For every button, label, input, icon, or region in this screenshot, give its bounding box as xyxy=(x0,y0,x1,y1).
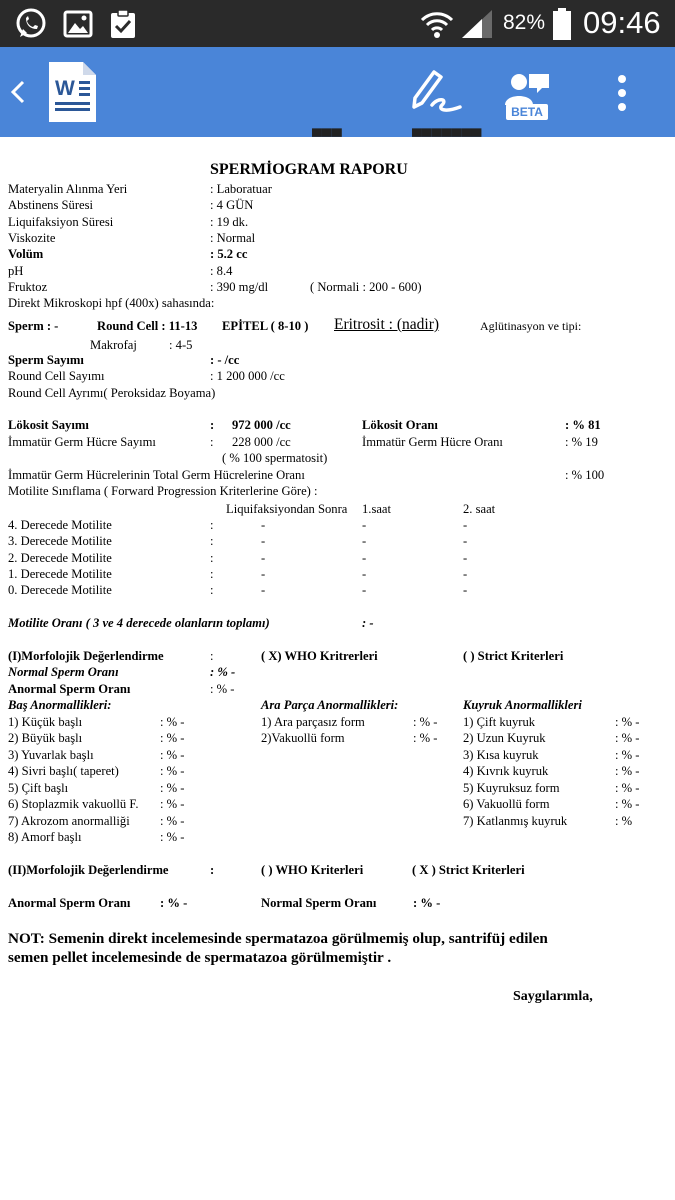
motilite-colon: : xyxy=(210,583,214,597)
bas-item-value: : % - xyxy=(160,731,185,745)
lokosit-sayimi-value: 972 000 /cc xyxy=(232,418,291,432)
fruktoz-normal-range: ( Normali : 200 - 600) xyxy=(310,280,422,294)
kuyruk-item-value: : % - xyxy=(615,764,640,778)
kuyruk-item-value: : % - xyxy=(615,797,640,811)
morf2-anormal-label: Anormal Sperm Oranı xyxy=(8,896,131,910)
wifi-icon xyxy=(420,8,454,40)
morf2-normal-value: : % - xyxy=(413,896,441,910)
motilite-label: 0. Derecede Motilite xyxy=(8,583,112,597)
round-cell-ayrimi: Round Cell Ayrımı( Peroksidaz Boyama) xyxy=(8,386,216,400)
kuyruk-item-value: : % - xyxy=(615,715,640,729)
motilite-cell: - xyxy=(362,534,367,548)
ara-item-label: 1) Ara parçasız form xyxy=(261,715,365,729)
motilite-cell: - xyxy=(261,551,266,565)
more-options-icon[interactable] xyxy=(614,73,630,113)
morf1-colon: : xyxy=(210,649,214,663)
morf2-title: (II)Morfolojik Değerlendirme xyxy=(8,863,169,877)
round-cell-result: Round Cell : 11-13 xyxy=(97,319,198,333)
bas-item-value: : % - xyxy=(160,781,185,795)
clipped-text-fragment: ▀▀▀ xyxy=(312,130,342,145)
kuyruk-header: Kuyruk Anormallikleri xyxy=(463,698,582,712)
beta-badge xyxy=(506,104,548,120)
kuyruk-item-label: 1) Çift kuyruk xyxy=(463,715,536,729)
ara-item-label: 2)Vakuollü form xyxy=(261,731,345,745)
info-label: Abstinens Süresi xyxy=(8,198,94,212)
bas-item-value: : % - xyxy=(160,748,185,762)
motilite-cell: - xyxy=(261,583,266,597)
info-label: Liquifaksiyon Süresi xyxy=(8,215,114,229)
lokosit-orani-label: Lökosit Oranı xyxy=(362,418,438,432)
direkt-mikroskopi: Direkt Mikroskopi hpf (400x) sahasında: xyxy=(8,296,215,310)
info-label: Materyalin Alınma Yeri xyxy=(8,182,128,196)
app-bar xyxy=(0,47,675,137)
bas-item-value: : % - xyxy=(160,764,185,778)
kuyruk-item-label: 7) Katlanmış kuyruk xyxy=(463,814,568,828)
sperm-result: Sperm : - xyxy=(8,319,59,333)
svg-text:W: W xyxy=(55,77,75,100)
lokosit-sayimi-label: Lökosit Sayımı xyxy=(8,418,89,432)
clock: 09:46 xyxy=(583,5,661,40)
bas-anomali-header: Baş Anormallikleri: xyxy=(8,698,112,712)
ara-item-value: : % - xyxy=(413,731,438,745)
note-line: semen pellet incelemesinde de spermatazoa görülmemiştir . xyxy=(8,949,392,966)
lokosit-orani-value: : % 81 xyxy=(565,418,601,432)
info-value: : Normal xyxy=(210,231,256,245)
kuyruk-item-label: 3) Kısa kuyruk xyxy=(463,748,539,762)
morf1-normal-label: Normal Sperm Oranı xyxy=(8,665,119,679)
motilite-label: 1. Derecede Motilite xyxy=(8,567,112,581)
morf1-title: (I)Morfolojik Değerlendirme xyxy=(8,649,164,663)
motilite-orani-value: : - xyxy=(362,616,374,630)
motilite-cell: - xyxy=(463,567,468,581)
ara-parca-header: Ara Parça Anormallikleri: xyxy=(261,698,399,712)
bas-item-label: 3) Yuvarlak başlı xyxy=(8,748,94,762)
kuyruk-item-label: 2) Uzun Kuyruk xyxy=(463,731,546,745)
morf1-normal-value: : % - xyxy=(210,665,236,679)
immatur-colon: : xyxy=(210,435,214,449)
kuyruk-item-label: 5) Kuyruksuz form xyxy=(463,781,560,795)
people-chat-icon xyxy=(502,71,552,107)
morf2-who: ( ) WHO Kriterleri xyxy=(261,863,364,877)
info-value: : Laboratuar xyxy=(210,182,272,196)
epitel-result: EPİTEL ( 8-10 ) xyxy=(222,319,309,333)
kuyruk-item-value: : % - xyxy=(615,781,640,795)
immatur-orani-value: : % 19 xyxy=(565,435,598,449)
bas-item-label: 7) Akrozom anormalliği xyxy=(8,814,130,828)
motilite-cell: - xyxy=(463,518,468,532)
eritrosit-result: Eritrosit : (nadir) xyxy=(334,316,440,333)
round-cell-sayimi-value: : 1 200 000 /cc xyxy=(210,369,285,383)
lokosit-colon: : xyxy=(210,418,215,432)
motilite-cell: - xyxy=(463,583,468,597)
motilite-cell: - xyxy=(261,518,266,532)
motilite-cell: - xyxy=(463,551,468,565)
motilite-cell: - xyxy=(261,534,266,548)
motilite-cell: - xyxy=(463,534,468,548)
bas-item-label: 2) Büyük başlı xyxy=(8,731,83,745)
motilite-siniflama: Motilite Sınıflama ( Forward Progression Kriterlerine Göre) : xyxy=(8,484,318,498)
document-view[interactable] xyxy=(0,130,675,1200)
clipboard-check-icon xyxy=(108,8,138,40)
ara-item-value: : % - xyxy=(413,715,438,729)
battery-percent: 82% xyxy=(503,11,546,34)
motilite-colon: : xyxy=(210,518,214,532)
bas-item-value: : % - xyxy=(160,830,185,844)
clipped-text-fragment: ▀▀▀▀▀▀▀ xyxy=(412,130,482,145)
info-value: : 5.2 cc xyxy=(210,247,248,261)
signature-pen-icon[interactable] xyxy=(408,69,464,117)
info-value: : 8.4 xyxy=(210,264,233,278)
motilite-cell: - xyxy=(362,583,367,597)
motilite-header: 2. saat xyxy=(463,502,496,516)
bas-item-label: 1) Küçük başlı xyxy=(8,715,83,729)
kuyruk-item-label: 6) Vakuollü form xyxy=(463,797,550,811)
motilite-cell: - xyxy=(362,567,367,581)
kuyruk-item-value: : % - xyxy=(615,748,640,762)
info-label: pH xyxy=(8,264,24,278)
motilite-label: 3. Derecede Motilite xyxy=(8,534,112,548)
info-label: Fruktoz xyxy=(8,280,48,294)
aglutinasyon-label: Aglütinasyon ve tipi: xyxy=(480,319,582,333)
sperm-sayimi-label: Sperm Sayımı xyxy=(8,353,84,367)
morf2-strict: ( X ) Strict Kriterleri xyxy=(412,863,525,877)
collaboration-beta-button[interactable] xyxy=(502,71,552,121)
saygilarimla: Saygılarımla, xyxy=(513,989,593,1004)
morf2-colon: : xyxy=(210,863,215,877)
round-cell-sayimi-label: Round Cell Sayımı xyxy=(8,369,105,383)
morf2-normal-label: Normal Sperm Oranı xyxy=(261,896,377,910)
note-line: NOT: Semenin direkt incelemesinde spermatazoa görülmemiş olup, santrifüj edilen xyxy=(8,930,548,947)
status-bar xyxy=(0,0,675,47)
morf1-strict: ( ) Strict Kriterleri xyxy=(463,649,564,663)
motilite-colon: : xyxy=(210,567,214,581)
immatur-sayimi-value: 228 000 /cc xyxy=(232,435,291,449)
bas-item-label: 8) Amorf başlı xyxy=(8,830,82,844)
immatur-orani-label: İmmatür Germ Hücre Oranı xyxy=(362,435,503,449)
morf1-who: ( X) WHO Kritrerleri xyxy=(261,649,378,663)
bas-item-value: : % - xyxy=(160,715,185,729)
info-value: : 390 mg/dl xyxy=(210,280,269,294)
motilite-cell: - xyxy=(362,518,367,532)
morf1-anormal-label: Anormal Sperm Oranı xyxy=(8,682,131,696)
morf1-anormal-value: : % - xyxy=(210,682,235,696)
kuyruk-item-value: : % xyxy=(615,814,633,828)
whatsapp-icon xyxy=(14,7,48,41)
beta-label: BETA xyxy=(511,105,543,119)
signal-icon xyxy=(460,8,494,40)
bas-item-label: 5) Çift başlı xyxy=(8,781,69,795)
back-chevron-icon[interactable] xyxy=(8,77,28,107)
immatur-total-label: İmmatür Germ Hücrelerinin Total Germ Hücrelerine Oranı xyxy=(8,468,305,482)
morf2-anormal-value: : % - xyxy=(160,896,188,910)
motilite-label: 4. Derecede Motilite xyxy=(8,518,112,532)
info-value: : 4 GÜN xyxy=(210,198,254,212)
info-label: Viskozite xyxy=(8,231,56,245)
motilite-header: 1.saat xyxy=(362,502,392,516)
motilite-header: Liquifaksiyondan Sonra xyxy=(226,502,348,516)
battery-icon xyxy=(551,7,573,41)
bas-item-value: : % - xyxy=(160,797,185,811)
motilite-colon: : xyxy=(210,534,214,548)
makrofaj-label: Makrofaj xyxy=(90,338,137,352)
kuyruk-item-label: 4) Kıvrık kuyruk xyxy=(463,764,549,778)
motilite-label: 2. Derecede Motilite xyxy=(8,551,112,565)
bas-item-value: : % - xyxy=(160,814,185,828)
gallery-icon xyxy=(63,10,93,38)
report-title: SPERMİOGRAM RAPORU xyxy=(210,161,408,178)
kuyruk-item-value: : % - xyxy=(615,731,640,745)
bas-item-label: 4) Sivri başlı( taperet) xyxy=(8,764,119,778)
bas-item-label: 6) Stoplazmik vakuollü F. xyxy=(8,797,139,811)
motilite-cell: - xyxy=(362,551,367,565)
word-document-icon[interactable] xyxy=(45,60,99,124)
immatur-sayimi-label: İmmatür Germ Hücre Sayımı xyxy=(8,435,156,449)
motilite-orani-label: Motilite Oranı ( 3 ve 4 derecede olanların toplamı) xyxy=(8,616,270,630)
motilite-colon: : xyxy=(210,551,214,565)
immatur-note: ( % 100 spermatosit) xyxy=(222,451,328,465)
sperm-sayimi-value: : - /cc xyxy=(210,353,240,367)
info-label: Volüm xyxy=(8,247,44,261)
makrofaj-value: : 4-5 xyxy=(169,338,193,352)
motilite-cell: - xyxy=(261,567,266,581)
immatur-total-value: : % 100 xyxy=(565,468,605,482)
info-value: : 19 dk. xyxy=(210,215,249,229)
